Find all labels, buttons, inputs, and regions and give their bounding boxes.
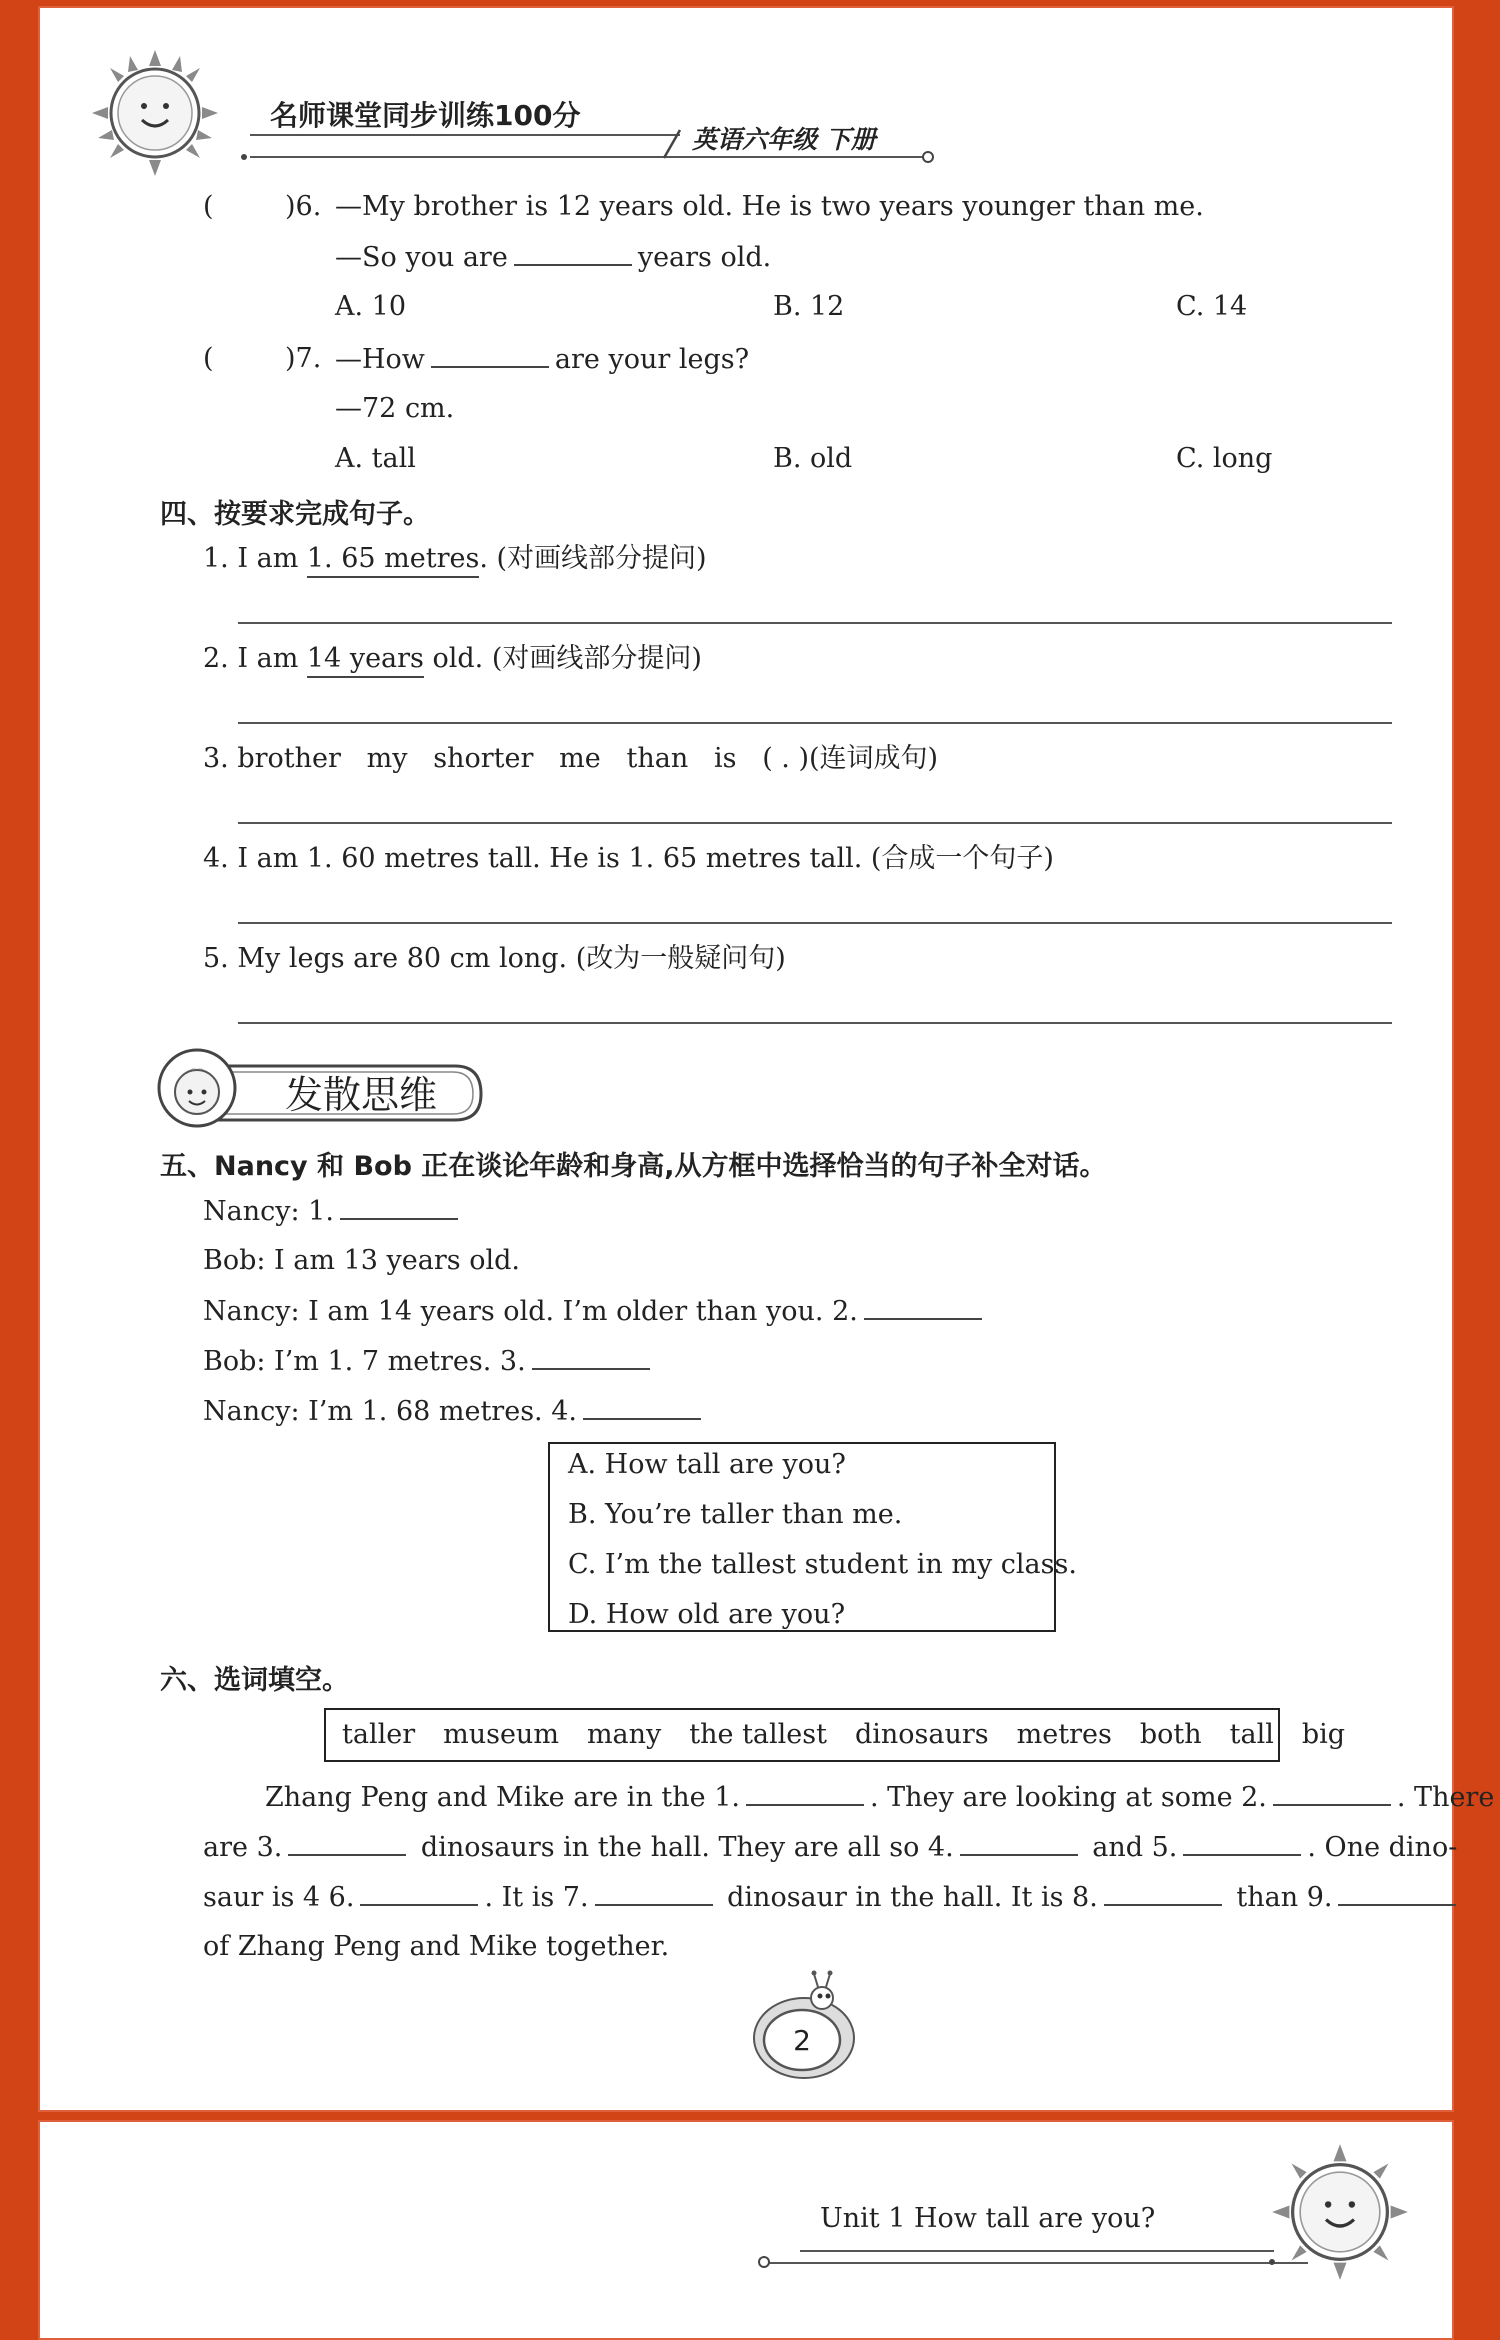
slash-divider-icon xyxy=(658,128,688,162)
section5-title: 五、Nancy 和 Bob 正在谈论年龄和身高,从方框中选择恰当的句子补全对话。 xyxy=(160,1151,1107,1182)
word-bank-item[interactable]: taller xyxy=(342,1719,416,1750)
passage-blank-8[interactable] xyxy=(1104,1880,1222,1906)
q7-line1-post: are your legs? xyxy=(554,344,750,375)
passage-line-2: are 3. dinosaurs in the hall. They are all so 4. and 5. . One dino- xyxy=(203,1832,1458,1863)
choice-b[interactable]: B. You’re taller than me. xyxy=(568,1499,903,1530)
s4-item-4: 4. I am 1. 60 metres tall. He is 1. 65 metres tall. (合成一个句子) xyxy=(203,843,1054,874)
word-bank-item[interactable]: the tallest xyxy=(689,1719,827,1750)
dialogue-blank-1[interactable] xyxy=(340,1194,458,1220)
dialogue-line-3: Nancy: I am 14 years old. I’m older than you. 2. xyxy=(203,1294,988,1329)
page-number: 2 xyxy=(793,2024,811,2057)
header-rule xyxy=(250,134,680,136)
s4-item-1-underlined: 1. 65 metres xyxy=(307,543,479,578)
q7-answer-blank[interactable] xyxy=(431,342,549,368)
q6-option-c[interactable]: C. 14 xyxy=(1176,291,1248,322)
s4-answer-line-3[interactable] xyxy=(238,822,1392,824)
passage-line-4: of Zhang Peng and Mike together. xyxy=(203,1931,670,1962)
q6-option-a[interactable]: A. 10 xyxy=(335,291,407,322)
q6-line2-pre: —So you are xyxy=(335,242,508,273)
rule-start-dot-icon xyxy=(756,2254,772,2270)
dialogue-blank-4[interactable] xyxy=(583,1394,701,1420)
s4-item-5: 5. My legs are 80 cm long. (改为一般疑问句) xyxy=(203,943,786,974)
dialogue-line-5: Nancy: I’m 1. 68 metres. 4. xyxy=(203,1394,707,1429)
s4-answer-line-5[interactable] xyxy=(238,1022,1392,1024)
q7-number: )7. xyxy=(285,343,322,374)
dialogue-line-4: Bob: I’m 1. 7 metres. 3. xyxy=(203,1344,656,1379)
passage-blank-3[interactable] xyxy=(288,1830,406,1856)
word-bank-item[interactable]: metres xyxy=(1016,1719,1112,1750)
unit-title-rule-bottom xyxy=(768,2262,1308,2264)
worksheet-page xyxy=(38,6,1495,2112)
q6-answer-blank[interactable] xyxy=(514,240,632,266)
subject-label: 英语六年级 下册 xyxy=(692,125,876,154)
dialogue-blank-3[interactable] xyxy=(532,1344,650,1370)
banner-title: 发散思维 xyxy=(285,1073,438,1117)
word-bank-item[interactable]: museum xyxy=(443,1719,559,1750)
q6-number: )6. xyxy=(285,191,322,222)
s4-item-2-underlined: 14 years xyxy=(307,643,424,678)
passage-blank-9[interactable] xyxy=(1338,1880,1456,1906)
rule-end-dot-icon xyxy=(920,149,936,165)
passage-blank-7[interactable] xyxy=(595,1880,713,1906)
q6-line2-post: years old. xyxy=(637,242,772,273)
s4-item-1: 1. I am 1. 65 metres. (对画线部分提问) xyxy=(203,542,707,576)
dialogue-line-1: Nancy: 1. xyxy=(203,1194,464,1229)
next-page xyxy=(38,2120,1454,2340)
word-bank-item[interactable]: tall xyxy=(1229,1719,1274,1750)
unit-title: Unit 1 How tall are you? xyxy=(820,2203,1156,2234)
word-bank-item[interactable]: both xyxy=(1139,1719,1202,1750)
s4-answer-line-1[interactable] xyxy=(238,622,1392,624)
q6-line2 xyxy=(335,240,771,275)
word-bank-item[interactable]: big xyxy=(1301,1719,1346,1750)
section4-title: 四、按要求完成句子。 xyxy=(160,499,430,530)
book-title: 名师课堂同步训练100分 xyxy=(270,99,581,132)
passage-blank-5[interactable] xyxy=(1183,1830,1301,1856)
q7-line1-pre: —How xyxy=(335,344,425,375)
passage-blank-1[interactable] xyxy=(746,1780,864,1806)
header-rule-bottom xyxy=(250,156,930,158)
dialogue-line-2: Bob: I am 13 years old. xyxy=(203,1245,520,1276)
word-bank xyxy=(342,1718,1345,1752)
q7-option-a[interactable]: A. tall xyxy=(335,443,416,474)
sun-logo-icon xyxy=(90,48,220,178)
word-bank-item[interactable]: dinosaurs xyxy=(854,1719,989,1750)
unit-title-rule xyxy=(800,2250,1274,2252)
s4-item-3: 3. brother my shorter me than is ( . )(连词成句) xyxy=(203,743,939,774)
passage-blank-6[interactable] xyxy=(360,1880,478,1906)
q7-option-c[interactable]: C. long xyxy=(1176,443,1273,474)
s4-item-2: 2. I am 14 years old. (对画线部分提问) xyxy=(203,642,702,676)
passage-line-1: Zhang Peng and Mike are in the 1. . They are looking at some 2. . There xyxy=(265,1782,1495,1813)
q7-option-b[interactable]: B. old xyxy=(773,443,853,474)
s4-answer-line-4[interactable] xyxy=(238,922,1392,924)
q7-paren-open: ( xyxy=(203,343,214,374)
q7-line2: —72 cm. xyxy=(335,393,455,424)
word-bank-item[interactable]: many xyxy=(586,1719,662,1750)
passage-blank-4[interactable] xyxy=(960,1830,1078,1856)
passage-line-3: saur is 4 6. . It is 7. dinosaur in the hall. It is 8. than 9. xyxy=(203,1880,1462,1915)
choice-c[interactable]: C. I’m the tallest student in my class. xyxy=(568,1549,1077,1580)
s4-answer-line-2[interactable] xyxy=(238,722,1392,724)
choice-a[interactable]: A. How tall are you? xyxy=(568,1449,846,1480)
section6-title: 六、选词填空。 xyxy=(160,1665,349,1696)
rule-start-dot-icon xyxy=(236,149,252,165)
sun-logo-icon xyxy=(1270,2142,1410,2282)
choice-d[interactable]: D. How old are you? xyxy=(568,1599,846,1630)
q6-paren-open: ( xyxy=(203,191,214,222)
q7-line1 xyxy=(335,342,749,377)
passage-blank-2[interactable] xyxy=(1273,1780,1391,1806)
q6-option-b[interactable]: B. 12 xyxy=(773,291,845,322)
q6-line1: —My brother is 12 years old. He is two years younger than me. xyxy=(335,191,1204,222)
dialogue-blank-2[interactable] xyxy=(864,1294,982,1320)
